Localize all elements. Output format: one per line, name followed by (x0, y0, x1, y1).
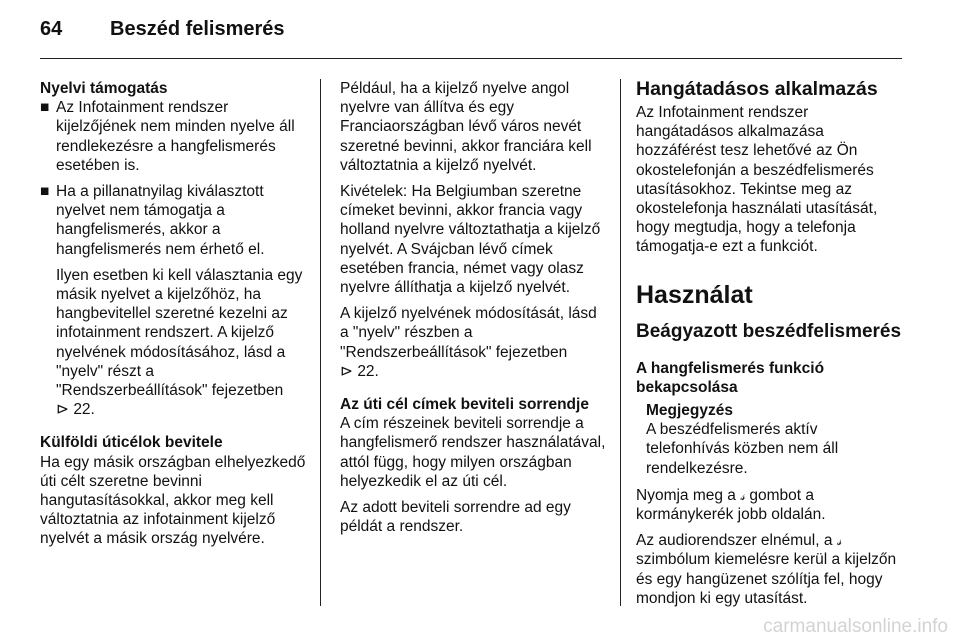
page-number: 64 (40, 18, 63, 40)
section-heading-voice-pass-thru: Hangátadásos alkalmazás (636, 78, 878, 100)
column-3 (636, 79, 902, 615)
paragraph: Kivételek: Ha Belgiumban szeretne címeket bevinni, akkor francia vagy holland nyelvre változtathatja a kijelző nyelvét. A Svájcban lévő címek esetében francia, német vagy olasz nyelvre állíthatja a kijelző nyelvét. (340, 183, 601, 297)
paragraph: A cím részeinek beviteli sorrendje a hangfelismerő rendszer használatával, attól függ, hogy milyen országban helyezkedik el az úti cél. (340, 415, 606, 490)
watermark: carmanualsonline.info (763, 616, 948, 637)
paragraph: Az Infotainment rendszer hangátadásos alkalmazása hozzáférést tesz lehetővé az Ön okostelefonján a beszédfelismerés utasításokhoz. Tekintse meg az okostelefonja használati utasítását, hogy megtudja, hogy a telefonja támogatja-e ezt a funkciót. (636, 104, 878, 256)
column-1 (40, 79, 308, 556)
paragraph: Ha egy másik országban elhelyezkedő úti célt szeretne bevinni hangutasításokkal, akkor meg kell változtatnia az infotainment kijelző nyelvét a másik ország nyelvére. (40, 453, 306, 548)
list-item: ■ Ha a pillanatnyilag kiválasztott nyelvet nem támogatja a hangfelismerés, akkor a hangfelismerés nem érhető el. (40, 183, 265, 258)
page-title: Beszéd felismerés (110, 18, 285, 40)
voice-button-icon: 𝓈 (740, 487, 746, 503)
list-item: ■ Az Infotainment rendszer kijelzőjének nem minden nyelve áll rendlekezésre a hangfelismerés esetében is. (40, 99, 295, 174)
page-ref[interactable]: 22. (73, 401, 95, 419)
note-text: A beszédfelismerés aktív telefonhívás közben nem áll rendelkezésre. (646, 421, 839, 477)
column-divider-1 (320, 79, 321, 606)
page-ref-arrow-icon: ⊳ (56, 401, 69, 419)
header-divider (40, 58, 902, 59)
page-header (40, 18, 285, 41)
bullet-icon: ■ (40, 183, 50, 201)
paragraph: Az adott beviteli sorrendre ad egy példát a rendszer. (340, 499, 571, 536)
column-divider-2 (620, 79, 621, 606)
page-ref-arrow-icon: ⊳ (340, 362, 353, 380)
paragraph: Nyomja meg a 𝓈 gombot a kormánykerék jobb oldalán. (636, 486, 826, 524)
subsection-heading-activation: A hangfelismerés funkció bekapcsolása (636, 359, 825, 396)
paragraph: Például, ha a kijelző nyelve angol nyelvre van állítva és egy Franciaországban lévő város nevét szeretné bevinni, akkor franciára kell változtatnia a kijelző nyelvét. (340, 80, 592, 174)
section-heading-address-order: Az úti cél címek beviteli sorrendje (340, 396, 589, 414)
paragraph: Az audiorendszer elnémul, a 𝓈 szimbólum kiemelésre kerül a kijelzőn és egy hangüzenet szólítja fel, hogy mondjon ki egy utasítást. (636, 532, 897, 607)
section-heading-embedded-recognition: Beágyazott beszédfelismerés (636, 320, 902, 342)
voice-symbol-icon: 𝓈 (836, 533, 842, 549)
column-2 (340, 79, 608, 543)
note-title: Megjegyzés (646, 402, 734, 420)
paragraph: A kijelző nyelvének módosítását, lásd a "nyelv" részben a "Rendszerbeállítások" fejezetben ⊳ 22. (340, 305, 597, 380)
bullet-list (40, 98, 308, 259)
section-heading-language-support: Nyelvi támogatás (40, 80, 168, 97)
bullet-icon: ■ (40, 99, 50, 117)
page-ref[interactable]: 22. (357, 362, 379, 380)
section-heading-foreign-destinations: Külföldi úticélok bevitele (40, 434, 223, 452)
chapter-heading-usage: Használat (636, 280, 753, 309)
note-box (636, 401, 902, 478)
indented-paragraph: Ilyen esetben ki kell választania egy másik nyelvet a kijelzőhöz, ha hangbevitellel szeretné kezelni az infotainment rendszert. A kijelző nyelvének módosításához, lásd a "nyelv" részt a "Rendszerbeállítások" fejezetben ⊳ 22. (56, 266, 303, 419)
